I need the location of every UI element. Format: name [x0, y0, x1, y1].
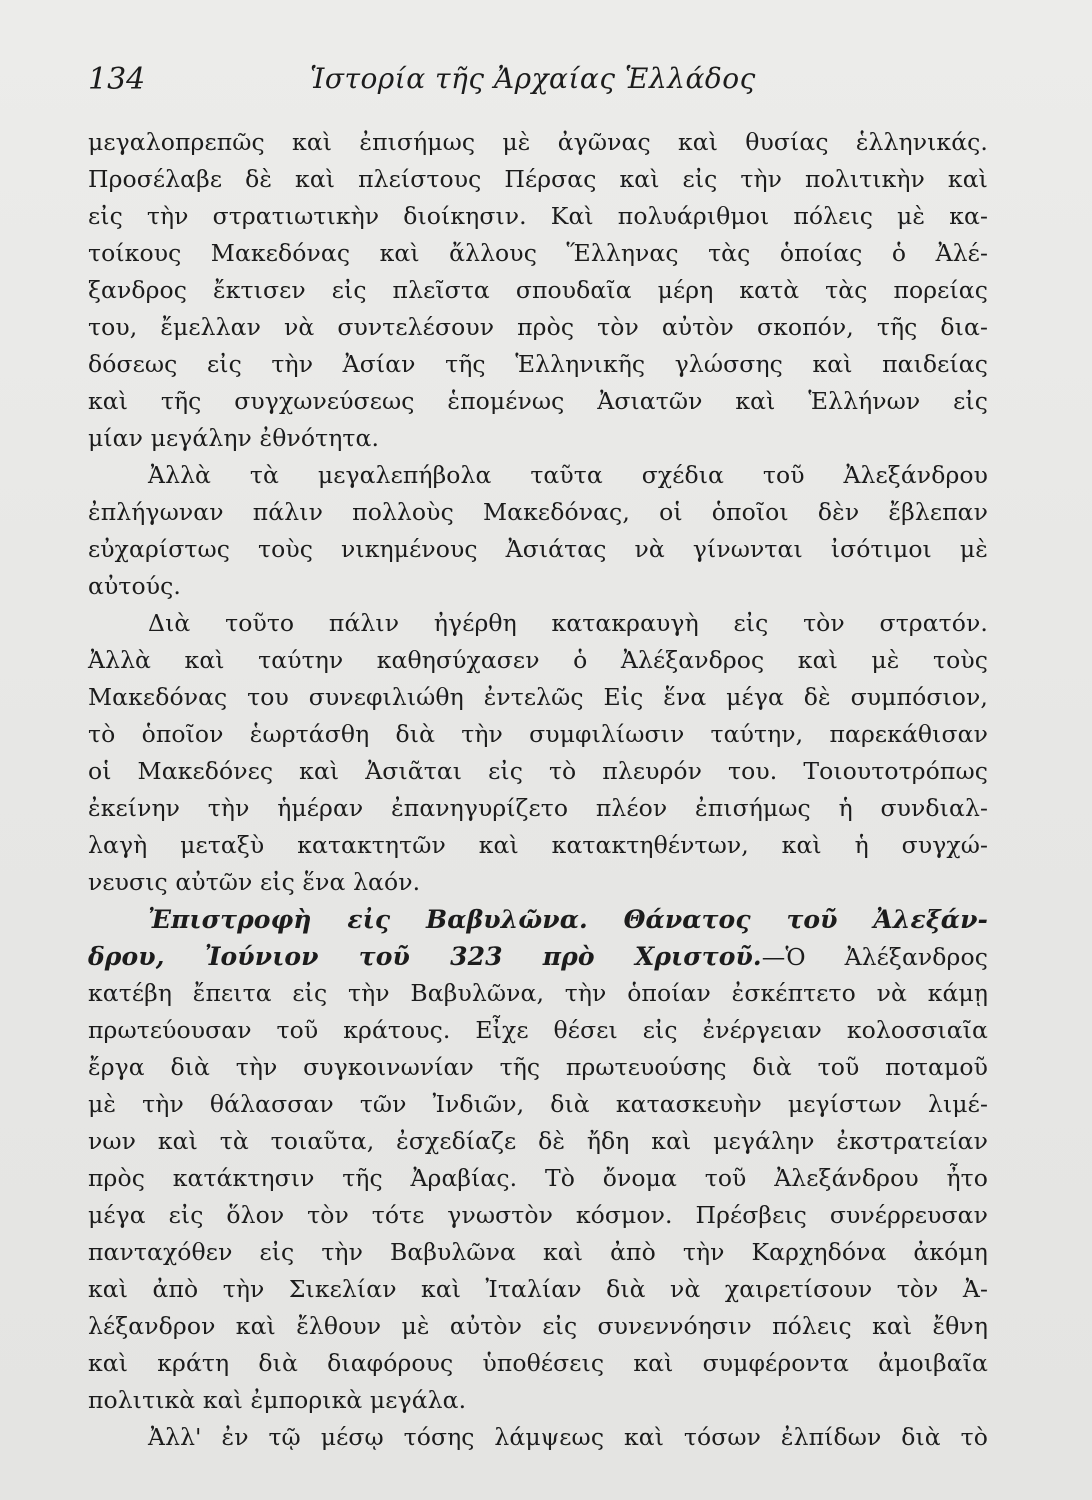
text-line: μεγαλοπρεπῶς καὶ ἐπισήμως μὲ ἀγῶνας καὶ θυσίας ἑλληνικάς. [88, 128, 988, 156]
text-line: Ἀλλὰ τὰ μεγαλεπήβολα ταῦτα σχέδια τοῦ Ἀλεξάνδρου [148, 461, 988, 489]
text-line: αὐτούς. [88, 572, 181, 600]
text-line: μίαν μεγάλην ἐθνότητα. [88, 424, 380, 452]
text-line: εὐχαρίστως τοὺς νικημένους Ἀσιάτας νὰ γίνωνται ἰσότιμοι μὲ [88, 535, 988, 563]
text-line: Διὰ τοῦτο πάλιν ἠγέρθη κατακραυγὴ εἰς τὸν στρατόν. [148, 609, 988, 637]
text-line: ἔργα διὰ τὴν συγκοινωνίαν τῆς πρωτευούσης διὰ τοῦ ποταμοῦ [88, 1053, 988, 1081]
section-heading: Ἐπιστροφὴ εἰς Βαβυλῶνα. Θάνατος τοῦ Ἀλεξάν- [148, 905, 988, 934]
body-text [88, 124, 988, 1456]
text-line: του, ἔμελλαν νὰ συντελέσουν πρὸς τὸν αὐτὸν σκοπόν, τῆς δια- [88, 313, 988, 341]
page-header [88, 62, 988, 102]
text-line: οἱ Μακεδόνες καὶ Ἀσιᾶται εἰς τὸ πλευρόν του. Τοιουτοτρόπως [88, 757, 988, 785]
text-line-tail: —Ὁ Ἀλέξανδρος [761, 943, 988, 971]
text-line: ἐκείνην τὴν ἡμέραν ἐπανηγυρίζετο πλέον ἐπισήμως ἡ συνδιαλ- [88, 794, 988, 822]
text-line: νων καὶ τὰ τοιαῦτα, ἐσχεδίαζε δὲ ἤδη καὶ μεγάλην ἐκστρατείαν [88, 1127, 988, 1155]
text-line: τὸ ὁποῖον ἑωρτάσθη διὰ τὴν συμφιλίωσιν ταύτην, παρεκάθισαν [88, 720, 988, 748]
text-line: εἰς τὴν στρατιωτικὴν διοίκησιν. Καὶ πολυάριθμοι πόλεις μὲ κα- [88, 202, 988, 230]
text-line: ξανδρος ἔκτισεν εἰς πλεῖστα σπουδαῖα μέρη κατὰ τὰς πορείας [88, 276, 988, 304]
text-line: Ἀλλὰ καὶ ταύτην καθησύχασεν ὁ Ἀλέξανδρος καὶ μὲ τοὺς [88, 646, 988, 674]
text-line: Προσέλαβε δὲ καὶ πλείστους Πέρσας καὶ εἰς τὴν πολιτικὴν καὶ [88, 165, 988, 193]
text-line: πρὸς κατάκτησιν τῆς Ἀραβίας. Τὸ ὄνομα τοῦ Ἀλεξάνδρου ἦτο [88, 1164, 988, 1192]
text-line: νευσις αὐτῶν εἰς ἕνα λαόν. [88, 868, 421, 896]
text-line: Μακεδόνας του συνεφιλιώθη ἐντελῶς Εἰς ἕνα μέγα δὲ συμπόσιον, [88, 683, 988, 711]
text-line: λαγὴ μεταξὺ κατακτητῶν καὶ κατακτηθέντων, καὶ ἡ συγχώ- [88, 831, 988, 859]
text-line: μὲ τὴν θάλασσαν τῶν Ἰνδιῶν, διὰ κατασκευὴν μεγίστων λιμέ- [88, 1090, 988, 1118]
text-line: τοίκους Μακεδόνας καὶ ἄλλους Ἕλληνας τὰς ὁποίας ὁ Ἀλέ- [88, 239, 988, 267]
section-heading-cont: δρου, Ἰούνιον τοῦ 323 πρὸ Χριστοῦ. [88, 942, 762, 971]
text-line: δόσεως εἰς τὴν Ἀσίαν τῆς Ἑλληνικῆς γλώσσης καὶ παιδείας [88, 350, 988, 378]
text-line: μέγα εἰς ὅλον τὸν τότε γνωστὸν κόσμον. Πρέσβεις συνέρρευσαν [88, 1201, 988, 1229]
text-line: καὶ κράτη διὰ διαφόρους ὑποθέσεις καὶ συμφέροντα ἀμοιβαῖα [88, 1349, 988, 1377]
text-line [88, 938, 988, 975]
page-number: 134 [88, 62, 146, 97]
text-line: κατέβη ἔπειτα εἰς τὴν Βαβυλῶνα, τὴν ὁποίαν ἐσκέπτετο νὰ κάμῃ [88, 979, 988, 1007]
text-line: πρωτεύουσαν τοῦ κράτους. Εἶχε θέσει εἰς ἐνέργειαν κολοσσιαῖα [88, 1016, 988, 1044]
text-line: ἐπλήγωναν πάλιν πολλοὺς Μακεδόνας, οἱ ὁποῖοι δὲν ἔβλεπαν [88, 498, 988, 526]
text-line: καὶ ἀπὸ τὴν Σικελίαν καὶ Ἰταλίαν διὰ νὰ χαιρετίσουν τὸν Ἀ- [88, 1275, 988, 1303]
text-line: λέξανδρον καὶ ἔλθουν μὲ αὐτὸν εἰς συνεννόησιν πόλεις καὶ ἔθνη [88, 1312, 988, 1340]
text-line: Ἀλλ' ἐν τῷ μέσῳ τόσης λάμψεως καὶ τόσων ἐλπίδων διὰ τὸ [148, 1423, 988, 1451]
text-line: καὶ τῆς συγχωνεύσεως ἑπομένως Ἀσιατῶν καὶ Ἑλλήνων εἰς [88, 387, 988, 415]
text-line: πολιτικὰ καὶ ἐμπορικὰ μεγάλα. [88, 1386, 467, 1414]
text-line: πανταχόθεν εἰς τὴν Βαβυλῶνα καὶ ἀπὸ τὴν Καρχηδόνα ἀκόμη [88, 1238, 988, 1266]
running-title: Ἱστορία τῆς Ἀρχαίας Ἑλλάδος [310, 62, 756, 95]
